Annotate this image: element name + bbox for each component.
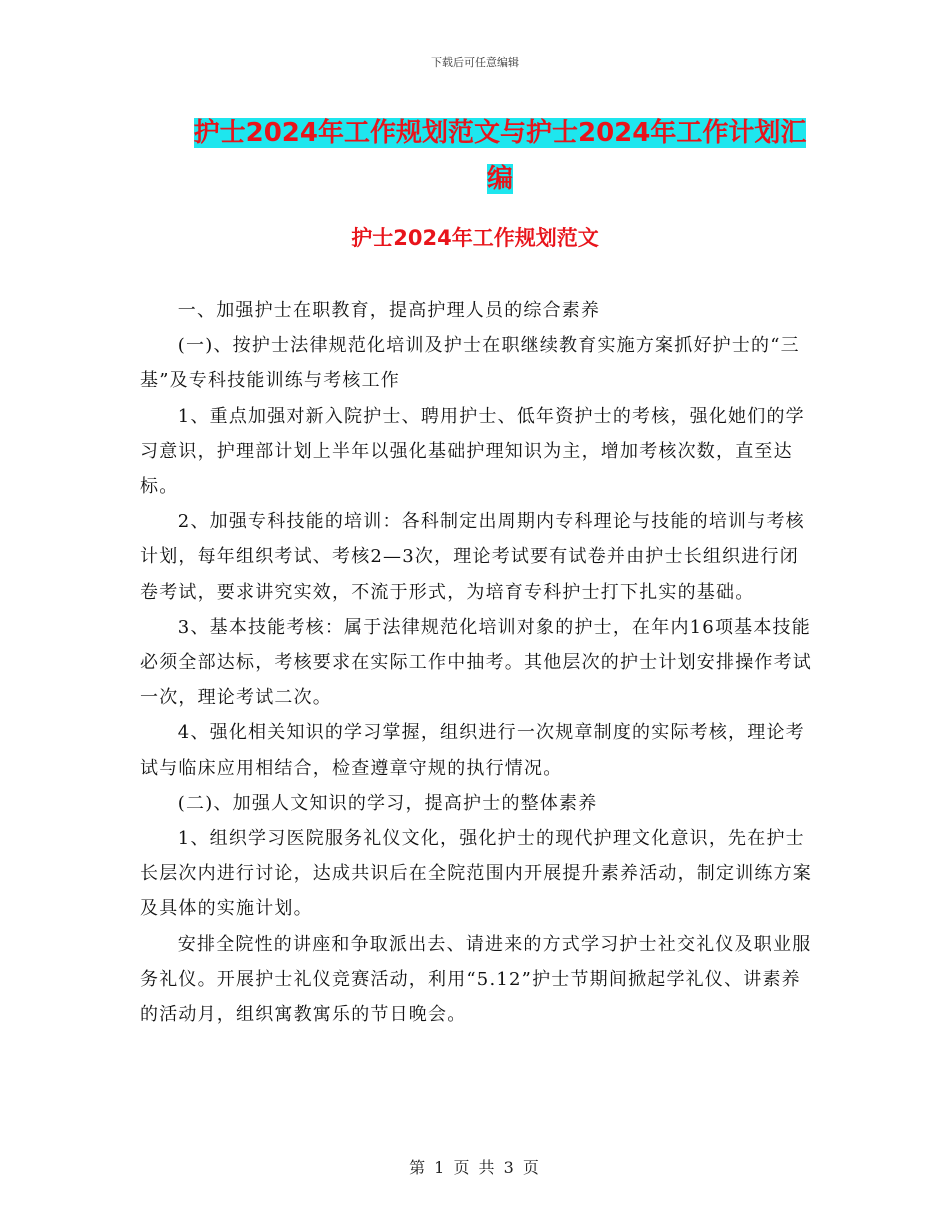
paragraph: 2、加强专科技能的培训：各科制定出周期内专科理论与技能的培训与考核计划，每年组织考试、考核2—3次，理论考试要有试卷并由护士长组织进行闭卷考试，要求讲究实效，不流于形式，为培育专科护士打下扎实的基础。: [140, 511, 805, 603]
paragraph: 安排全院性的讲座和争取派出去、请进来的方式学习护士社交礼仪及职业服务礼仪。开展护士礼仪竞赛活动，利用“5.12”护士节期间掀起学礼仪、讲素养的活动月，组织寓教寓乐的节日晚会。: [140, 933, 812, 1026]
page-footer: 第 1 页 共 3 页: [409, 1158, 541, 1177]
paragraph: 1、组织学习医院服务礼仪文化，强化护士的现代护理文化意识，先在护士长层次内进行讨论，达成共识后在全院范围内开展提升素养活动，制定训练方案及具体的实施计划。: [140, 828, 812, 920]
paragraph: (一)、按护士法律规范化培训及护士在职继续教育实施方案抓好护士的“三基”及专科技能训练与考核工作: [140, 335, 800, 392]
body-text: [140, 293, 815, 1032]
paragraph: (二)、加强人文知识的学习，提高护士的整体素养: [177, 792, 598, 814]
paragraph: 3、基本技能考核：属于法律规范化培训对象的护士，在年内16项基本技能必须全部达标，考核要求在实际工作中抽考。其他层次的护士计划安排操作考试一次，理论考试二次。: [140, 616, 812, 709]
paragraph: 4、强化相关知识的学习掌握，组织进行一次规章制度的实际考核，理论考试与临床应用相结合，检查遵章守规的执行情况。: [140, 722, 805, 779]
paragraph: 一、加强护士在职教育，提高护理人员的综合素养: [177, 300, 601, 321]
section-title: 护士2024年工作规划范文: [351, 226, 599, 250]
header-note: 下载后可任意编辑: [431, 56, 519, 69]
document-title: [190, 110, 810, 202]
document-title-text: 护士2024年工作规划范文与护士2024年工作计划汇编: [193, 118, 807, 194]
paragraph: 1、重点加强对新入院护士、聘用护士、低年资护士的考核，强化她们的学习意识，护理部计划上半年以强化基础护理知识为主，增加考核次数，直至达标。: [140, 405, 805, 498]
